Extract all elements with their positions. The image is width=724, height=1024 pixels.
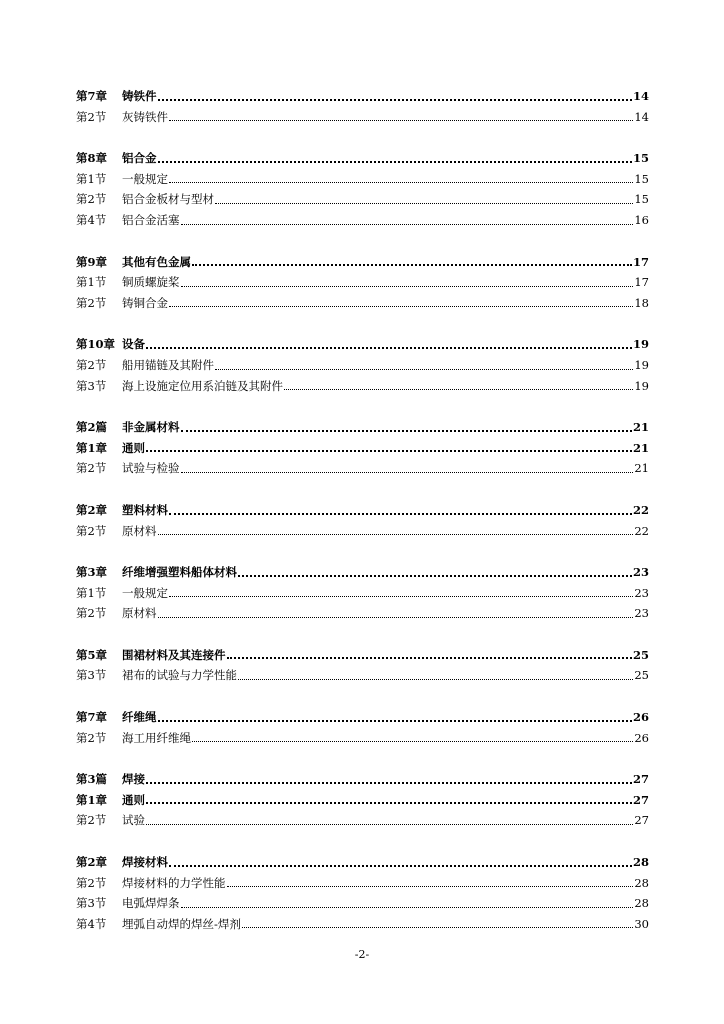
toc-entry-title: 非金属材料	[122, 420, 180, 435]
toc-entry[interactable]	[76, 665, 649, 686]
toc-entry-page: 30	[634, 916, 649, 931]
toc-entry-title: 通则	[122, 440, 145, 455]
toc-entry-title: 铝合金活塞	[122, 212, 180, 227]
toc-entry-number: 第2节	[76, 606, 107, 621]
dot-leader	[238, 575, 632, 577]
dot-leader	[169, 306, 633, 307]
toc-entry[interactable]	[76, 355, 649, 376]
toc-entry[interactable]	[76, 810, 649, 831]
toc-entry-page: 21	[634, 461, 649, 476]
toc-entry-page: 28	[634, 875, 649, 890]
toc-entry-page: 23	[634, 585, 649, 600]
toc-entry-number: 第1节	[76, 275, 107, 290]
toc-entry-number: 第7章	[76, 89, 108, 103]
toc-entry-title: 试验与检验	[122, 461, 180, 476]
toc-entry[interactable]	[76, 272, 649, 293]
toc-entry-title: 一般规定	[122, 171, 168, 186]
toc-entry[interactable]	[76, 914, 649, 935]
toc-entry-title: 海工用纤维绳	[122, 730, 191, 745]
toc-entry[interactable]	[76, 852, 649, 873]
toc-entry-number: 第5章	[76, 647, 108, 662]
toc-entry-page: 15	[634, 171, 649, 186]
toc-entry-title: 铜质螺旋桨	[122, 275, 180, 290]
toc-entry[interactable]	[76, 334, 649, 355]
toc-entry-title: 原材料	[122, 606, 157, 621]
toc-entry[interactable]	[76, 500, 649, 521]
toc-entry-number: 第2节	[76, 192, 107, 207]
page-number: -2-	[354, 948, 370, 961]
toc-entry[interactable]	[76, 86, 649, 107]
toc-entry[interactable]	[76, 707, 649, 728]
table-of-contents	[76, 86, 649, 934]
toc-entry-title: 焊接材料的力学性能	[122, 875, 226, 890]
toc-entry[interactable]	[76, 417, 649, 438]
toc-entry[interactable]	[76, 293, 649, 314]
toc-entry-page: 19	[632, 337, 649, 352]
dot-leader	[158, 99, 632, 101]
dot-leader	[169, 596, 633, 597]
toc-entry-title: 纤维增强塑料船体材料	[122, 565, 237, 580]
toc-entry-page: 23	[632, 565, 649, 580]
toc-entry-number: 第2节	[76, 357, 107, 372]
dot-leader	[158, 720, 632, 722]
toc-entry-page: 14	[632, 89, 649, 103]
dot-leader	[238, 679, 633, 680]
toc-entry-page: 27	[632, 772, 649, 787]
toc-entry-page: 22	[632, 502, 649, 517]
toc-entry-page: 25	[634, 668, 649, 683]
toc-entry-page: 26	[632, 710, 649, 725]
toc-entry-page: 21	[632, 420, 649, 435]
toc-entry-number: 第1章	[76, 440, 108, 455]
toc-entry-title: 船用锚链及其附件	[122, 357, 214, 372]
toc-entry[interactable]	[76, 790, 649, 811]
toc-entry[interactable]	[76, 438, 649, 459]
toc-entry-page: 19	[634, 357, 649, 372]
toc-entry[interactable]	[76, 873, 649, 894]
toc-entry-number: 第10章	[76, 337, 116, 352]
toc-entry-page: 17	[632, 254, 649, 269]
dot-leader	[158, 161, 632, 163]
dot-leader	[192, 741, 633, 742]
dot-leader	[181, 472, 634, 473]
toc-entry-page: 18	[634, 295, 649, 310]
toc-entry[interactable]	[76, 210, 649, 231]
dot-leader	[158, 617, 634, 618]
toc-entry-title: 铝合金	[122, 151, 157, 166]
toc-entry-title: 铸铜合金	[122, 295, 168, 310]
toc-entry-page: 15	[632, 151, 649, 166]
toc-entry-title: 埋弧自动焊的焊丝-焊剂	[122, 916, 241, 931]
toc-entry-page: 27	[634, 813, 649, 828]
dot-leader	[227, 886, 634, 887]
toc-entry-number: 第3节	[76, 378, 107, 393]
toc-entry-title: 一般规定	[122, 585, 168, 600]
toc-entry-title: 裙布的试验与力学性能	[122, 668, 237, 683]
toc-entry[interactable]	[76, 603, 649, 624]
dot-leader	[169, 120, 633, 121]
toc-entry-title: 原材料	[122, 523, 157, 538]
toc-entry[interactable]	[76, 645, 649, 666]
toc-entry-number: 第3节	[76, 668, 107, 683]
toc-entry[interactable]	[76, 728, 649, 749]
toc-entry[interactable]	[76, 458, 649, 479]
toc-entry-title: 其他有色金属	[122, 254, 191, 269]
toc-entry-number: 第2节	[76, 461, 107, 476]
toc-entry[interactable]	[76, 107, 649, 128]
toc-entry-number: 第9章	[76, 254, 108, 269]
toc-entry[interactable]	[76, 252, 649, 273]
toc-entry[interactable]	[76, 562, 649, 583]
toc-entry-title: 铸铁件	[122, 89, 157, 103]
dot-leader	[181, 430, 632, 432]
dot-leader	[215, 369, 633, 370]
toc-entry-number: 第3节	[76, 896, 107, 911]
toc-entry-page: 17	[634, 275, 649, 290]
dot-leader	[146, 450, 632, 452]
dot-leader	[146, 802, 632, 804]
toc-entry-number: 第3篇	[76, 772, 108, 787]
toc-entry-title: 通则	[122, 792, 145, 807]
toc-entry-title: 设备	[122, 337, 145, 352]
dot-leader	[169, 182, 633, 183]
toc-entry-number: 第1章	[76, 792, 108, 807]
toc-entry-number: 第1节	[76, 585, 107, 600]
toc-entry-number: 第7章	[76, 710, 108, 725]
toc-entry[interactable]	[76, 148, 649, 169]
dot-leader	[146, 347, 632, 349]
dot-leader	[181, 907, 634, 908]
toc-entry-title: 铝合金板材与型材	[122, 192, 214, 207]
toc-entry[interactable]	[76, 521, 649, 542]
toc-entry-number: 第3章	[76, 565, 108, 580]
dot-leader	[181, 286, 634, 287]
dot-leader	[181, 224, 634, 225]
toc-entry-page: 25	[632, 647, 649, 662]
dot-leader	[169, 513, 632, 515]
dot-leader	[158, 534, 634, 535]
toc-entry-title: 电弧焊焊条	[122, 896, 180, 911]
toc-entry-page: 23	[634, 606, 649, 621]
toc-entry-title: 试验	[122, 813, 145, 828]
toc-entry-number: 第1节	[76, 171, 107, 186]
dot-leader	[284, 389, 633, 390]
dot-leader	[169, 865, 632, 867]
toc-entry-title: 纤维绳	[122, 710, 157, 725]
dot-leader	[146, 824, 633, 825]
toc-entry-number: 第2节	[76, 875, 107, 890]
toc-entry-page: 28	[634, 896, 649, 911]
toc-entry-page: 28	[632, 855, 649, 870]
toc-entry[interactable]	[76, 893, 649, 914]
toc-entry-page: 21	[632, 440, 649, 455]
dot-leader	[146, 782, 632, 784]
toc-entry[interactable]	[76, 583, 649, 604]
toc-entry-title: 灰铸铁件	[122, 109, 168, 124]
toc-entry-page: 15	[634, 192, 649, 207]
toc-entry-title: 焊接	[122, 772, 145, 787]
toc-entry-number: 第2节	[76, 730, 107, 745]
toc-entry-number: 第4节	[76, 212, 107, 227]
toc-entry-page: 14	[634, 109, 649, 124]
dot-leader	[227, 657, 632, 659]
toc-entry[interactable]	[76, 189, 649, 210]
toc-entry[interactable]	[76, 169, 649, 190]
toc-entry-title: 塑料材料	[122, 502, 168, 517]
toc-entry-page: 19	[634, 378, 649, 393]
toc-entry-title: 海上设施定位用系泊链及其附件	[122, 378, 283, 393]
dot-leader	[192, 264, 632, 266]
toc-entry-number: 第8章	[76, 151, 108, 166]
toc-entry-number: 第2节	[76, 813, 107, 828]
toc-entry-page: 22	[634, 523, 649, 538]
toc-entry-page: 27	[632, 792, 649, 807]
toc-entry-number: 第2章	[76, 502, 108, 517]
dot-leader	[215, 203, 633, 204]
toc-entry-number: 第2章	[76, 855, 108, 870]
toc-entry[interactable]	[76, 769, 649, 790]
toc-entry-number: 第4节	[76, 916, 107, 931]
dot-leader	[242, 927, 633, 928]
toc-entry-page: 16	[634, 212, 649, 227]
toc-entry-title: 围裙材料及其连接件	[122, 647, 226, 662]
toc-entry[interactable]	[76, 376, 649, 397]
toc-entry-number: 第2节	[76, 523, 107, 538]
toc-entry-title: 焊接材料	[122, 855, 168, 870]
toc-entry-number: 第2节	[76, 295, 107, 310]
toc-entry-number: 第2篇	[76, 420, 108, 435]
toc-entry-number: 第2节	[76, 109, 107, 124]
toc-entry-page: 26	[634, 730, 649, 745]
